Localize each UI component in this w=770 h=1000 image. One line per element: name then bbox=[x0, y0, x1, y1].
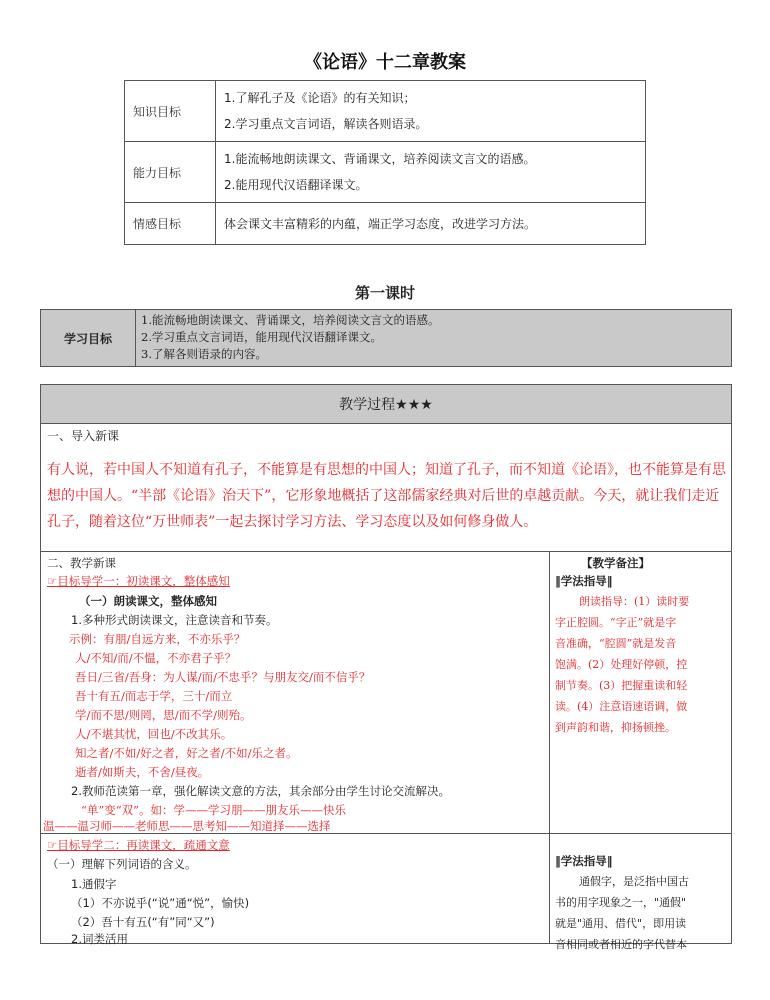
objective-line: 2.能用现代汉语翻译课文。 bbox=[224, 178, 368, 192]
item-1b: （2）吾十有五(“有”同“又”) bbox=[71, 915, 215, 929]
objective-line: 1.了解孔子及《论语》的有关知识； bbox=[224, 91, 416, 105]
subsection-2: （一）理解下列词语的含义。 bbox=[47, 857, 197, 871]
objective-label: 情感目标 bbox=[125, 203, 216, 245]
side-tag: ‖学法指导‖ bbox=[555, 574, 613, 588]
objective-label: 知识目标 bbox=[125, 81, 216, 142]
goal-line: 1.能流畅地朗读课文、背诵课文，培养阅读文言文的语感。 bbox=[141, 313, 440, 327]
example-line: 人/不知/而/不愠，不亦君子乎？ bbox=[75, 651, 237, 665]
side-note: 朗读指导：(1）读时要 字正腔圆。“字正”就是字 音准确，“腔圆”就是发音 饱满。(2）处理好停顿，控 制节奏。(3）把握重读和轻 读。(4）注意语速语调，做 到声韵和谐，抑扬顿挫。 bbox=[555, 595, 690, 734]
step-2: 2.教师范读第一章，强化解读文意的方法，其余部分由学生讨论交流解决。 bbox=[71, 784, 450, 798]
lesson-goal-box bbox=[40, 309, 732, 367]
example-line: 学/而不思/则罔，思/而不学/则殆。 bbox=[75, 708, 252, 722]
example-line: 人/不堪其忧，回也/不改其乐。 bbox=[75, 727, 233, 741]
process-header: 教学过程★★★ bbox=[41, 385, 731, 424]
goal-label: 学习目标 bbox=[41, 310, 136, 366]
side-tag: ‖学法指导‖ bbox=[555, 854, 613, 868]
pattern-line: “单”变“双”。如：学——学习朋——朋友乐——快乐 bbox=[81, 803, 347, 817]
divider bbox=[549, 551, 550, 943]
example-line: 逝者/如斯夫，不舍/昼夜。 bbox=[75, 765, 210, 779]
lesson-heading: 第一课时 bbox=[354, 284, 415, 302]
item-2: 2.词类活用 bbox=[71, 932, 128, 946]
intro-text: 有人说，若中国人不知道有孔子，不能算是有思想的中国人；知道了孔子，而不知道《论语》，也不能算是有思想的中国人。“半部《论语》治天下”，它形象地概括了这部儒家经典对后世的卓越贡献。今天，就让我们走近孔子，随着这位“万世师表”一起去探讨学习方法、学习态度以及如何修身做人。 bbox=[47, 462, 726, 530]
objective-row-knowledge bbox=[125, 81, 646, 142]
page-title: 《论语》十二章教案 bbox=[304, 52, 466, 73]
teaching-process-table bbox=[40, 384, 732, 951]
goal-line: 3.了解各则语录的内容。 bbox=[141, 347, 267, 361]
pattern-line: 温——温习师——老师思——思考知——知道择——选择 bbox=[43, 819, 331, 833]
side-note: 通假字，是泛指中国古 书的用字现象之一，"通假" 就是"通用、借代"，即用读 音相同或者相近的字代替本 bbox=[555, 875, 689, 951]
objective-line: 1.能流畅地朗读课文、背诵课文，培养阅读文言文的语感。 bbox=[224, 152, 536, 166]
item-1a: （1）不亦说乎(“说”通“悦”，愉快) bbox=[71, 896, 250, 910]
objectives-table bbox=[124, 80, 646, 245]
subsection-1: （一）朗读课文，整体感知 bbox=[79, 594, 217, 608]
section-title-new: 二、教学新课 bbox=[47, 556, 116, 570]
goal-line: 2.学习重点文言词语，能用现代汉语翻译课文。 bbox=[141, 330, 382, 344]
objective-row-ability bbox=[125, 142, 646, 203]
goal-guide-1: ☞目标导学一：初读课文，整体感知 bbox=[47, 574, 230, 588]
example-line: 吾十有五/而志于学，三十/而立 bbox=[75, 689, 233, 703]
objective-label: 能力目标 bbox=[125, 142, 216, 203]
objective-row-emotion bbox=[125, 203, 646, 245]
step-1: 1.多种形式朗读课文，注意读音和节奏。 bbox=[71, 613, 278, 627]
section-title-intro: 一、导入新课 bbox=[47, 429, 120, 443]
objective-line: 2.学习重点文言词语，解读各则语录。 bbox=[224, 117, 428, 131]
side-title: 【教学备注】 bbox=[581, 556, 650, 570]
example-line: 示例：有朋/自远方来，不亦乐乎？ bbox=[69, 632, 246, 646]
objective-line: 体会课文丰富精彩的内蕴，端正学习态度，改进学习方法。 bbox=[224, 216, 537, 231]
item-1: 1.通假字 bbox=[71, 877, 117, 891]
example-line: 吾日/三省/吾身：为人谋/而/不忠乎？与朋友交/而不信乎？ bbox=[75, 670, 371, 684]
example-line: 知之者/不如/好之者，好之者/不如/乐之者。 bbox=[75, 746, 298, 760]
goal-guide-2: ☞目标导学二：再读课文，疏通文意 bbox=[47, 838, 230, 852]
divider bbox=[41, 551, 731, 552]
